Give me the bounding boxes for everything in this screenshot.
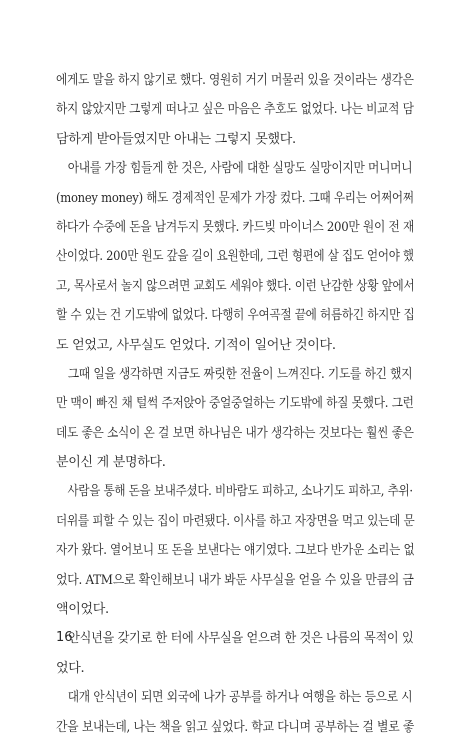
paragraph-start-line: 대개 안식년이 되면 외국에 나가 공부를 하거나 여행을 하는 등으로 시 (67, 690, 413, 706)
text-line: 할 수 있는 건 기도밖에 없었다. 다행히 우여곡절 끝에 허름하긴 하지만 집 (56, 308, 415, 324)
paragraph-start-line: 아내를 가장 힘들게 한 것은, 사람에 대한 실망도 실망이지만 머니머니 (67, 161, 413, 177)
text-line: 자가 왔다. 열어보니 또 돈을 보낸다는 얘기였다. 그보다 반가운 소리는 없 (56, 543, 415, 559)
text-line: 담하게 받아들였지만 아내는 그렇지 못했다. (56, 131, 296, 147)
page-number: 16 (56, 630, 73, 645)
body-text (56, 66, 414, 742)
text-line: 액이었다. (56, 602, 109, 618)
text-line: 었다. (56, 660, 85, 676)
text-line: 간을 보내는데, 나는 책을 읽고 싶었다. 학교 다니며 공부하는 걸 별로 좋 (56, 719, 415, 735)
text-line: 도 얻었고, 사무실도 얻었다. 기적이 일어난 것이다. (56, 337, 336, 353)
text-line: 분이신 게 분명하다. (56, 455, 166, 471)
text-line: 었다. ATM으로 확인해보니 내가 봐둔 사무실을 얻을 수 있을 만큼의 금 (56, 572, 414, 588)
text-line: 하지 않았지만 그렇게 떠나고 싶은 마음은 추호도 없었다. 나는 비교적 담 (56, 102, 414, 118)
text-line: 더위를 피할 수 있는 집이 마련됐다. 이사를 하고 자장면을 먹고 있는데 문 (56, 513, 415, 529)
text-line: 에게도 말을 하지 않기로 했다. 영원히 거기 머물러 있을 것이라는 생각은 (56, 73, 414, 88)
text-line: (money money) 해도 경제적인 문제가 가장 컸다. 그때 우리는 어쩌어쩌 (56, 190, 414, 206)
text-line: 산이었다. 200만 원도 갚을 길이 요원한데, 그런 형편에 살 집도 얻어야 했 (56, 249, 414, 265)
paragraph-start-line: 안식년을 갖기로 한 터에 사무실을 얻으려 한 것은 나름의 목적이 있 (68, 631, 414, 647)
text-line: 데도 좋은 소식이 온 걸 보면 하나님은 내가 생각하는 것보다는 훨씬 좋은 (56, 425, 414, 441)
text-line: 하다가 수중에 돈을 남겨두지 못했다. 카드빚 마이너스 200만 원이 전 재 (56, 219, 415, 235)
text-line: 고, 목사로서 놀지 않으려면 교회도 세워야 했다. 이런 난감한 상황 앞에서 (56, 278, 415, 294)
paragraph-start-line: 그때 일을 생각하면 지금도 짜릿한 전율이 느껴진다. 기도를 하긴 했지 (67, 366, 413, 382)
text-line: 만 맥이 빠진 채 털썩 주저앉아 중얼중얼하는 기도밖에 하질 못했다. 그런 (56, 396, 414, 412)
paragraph-start-line: 사람을 통해 돈을 보내주셨다. 비바람도 피하고, 소나기도 피하고, 추위· (67, 484, 413, 500)
